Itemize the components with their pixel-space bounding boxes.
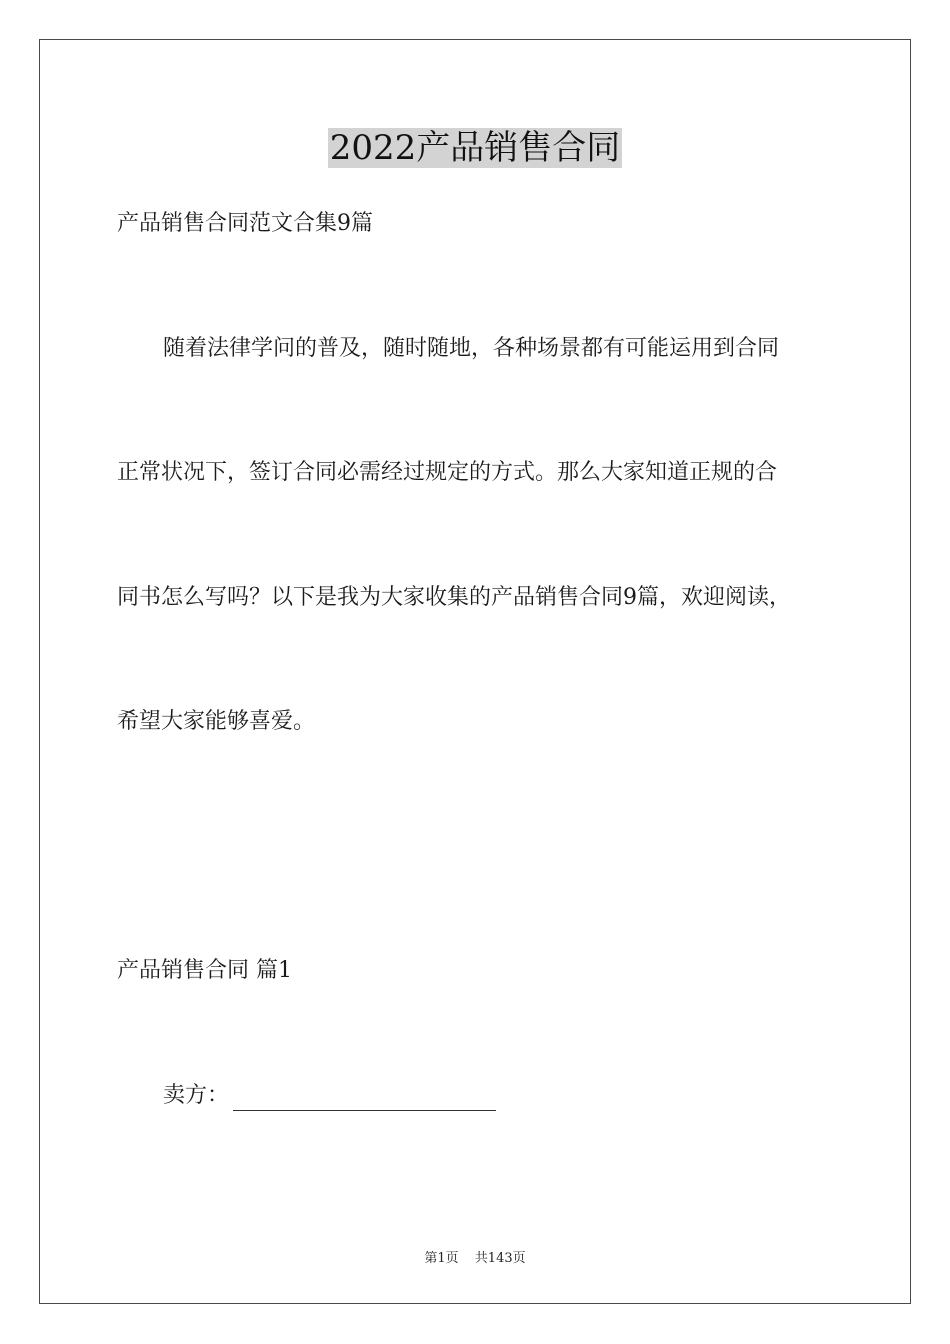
paragraph-line-3: 同书怎么写吗？以下是我为大家收集的产品销售合同9篇，欢迎阅读，	[117, 585, 791, 610]
seller-blank-line	[233, 1088, 496, 1111]
section-heading: 产品销售合同 篇1	[117, 958, 292, 983]
seller-row	[163, 1081, 496, 1111]
page-number: 第1页	[424, 1251, 459, 1266]
document-title: 2022产品销售合同	[329, 128, 621, 168]
title-container	[0, 128, 950, 168]
paragraph-line-1: 随着法律学问的普及，随时随地，各种场景都有可能运用到合同	[163, 336, 780, 361]
paragraph-line-2: 正常状况下，签订合同必需经过规定的方式。那么大家知道正规的合	[117, 460, 778, 485]
seller-label: 卖方：	[163, 1083, 230, 1108]
page-footer	[0, 1247, 950, 1266]
paragraph-line-4: 希望大家能够喜爱。	[117, 709, 316, 734]
subtitle: 产品销售合同范文合集9篇	[117, 211, 373, 236]
page-total: 共143页	[474, 1251, 526, 1266]
